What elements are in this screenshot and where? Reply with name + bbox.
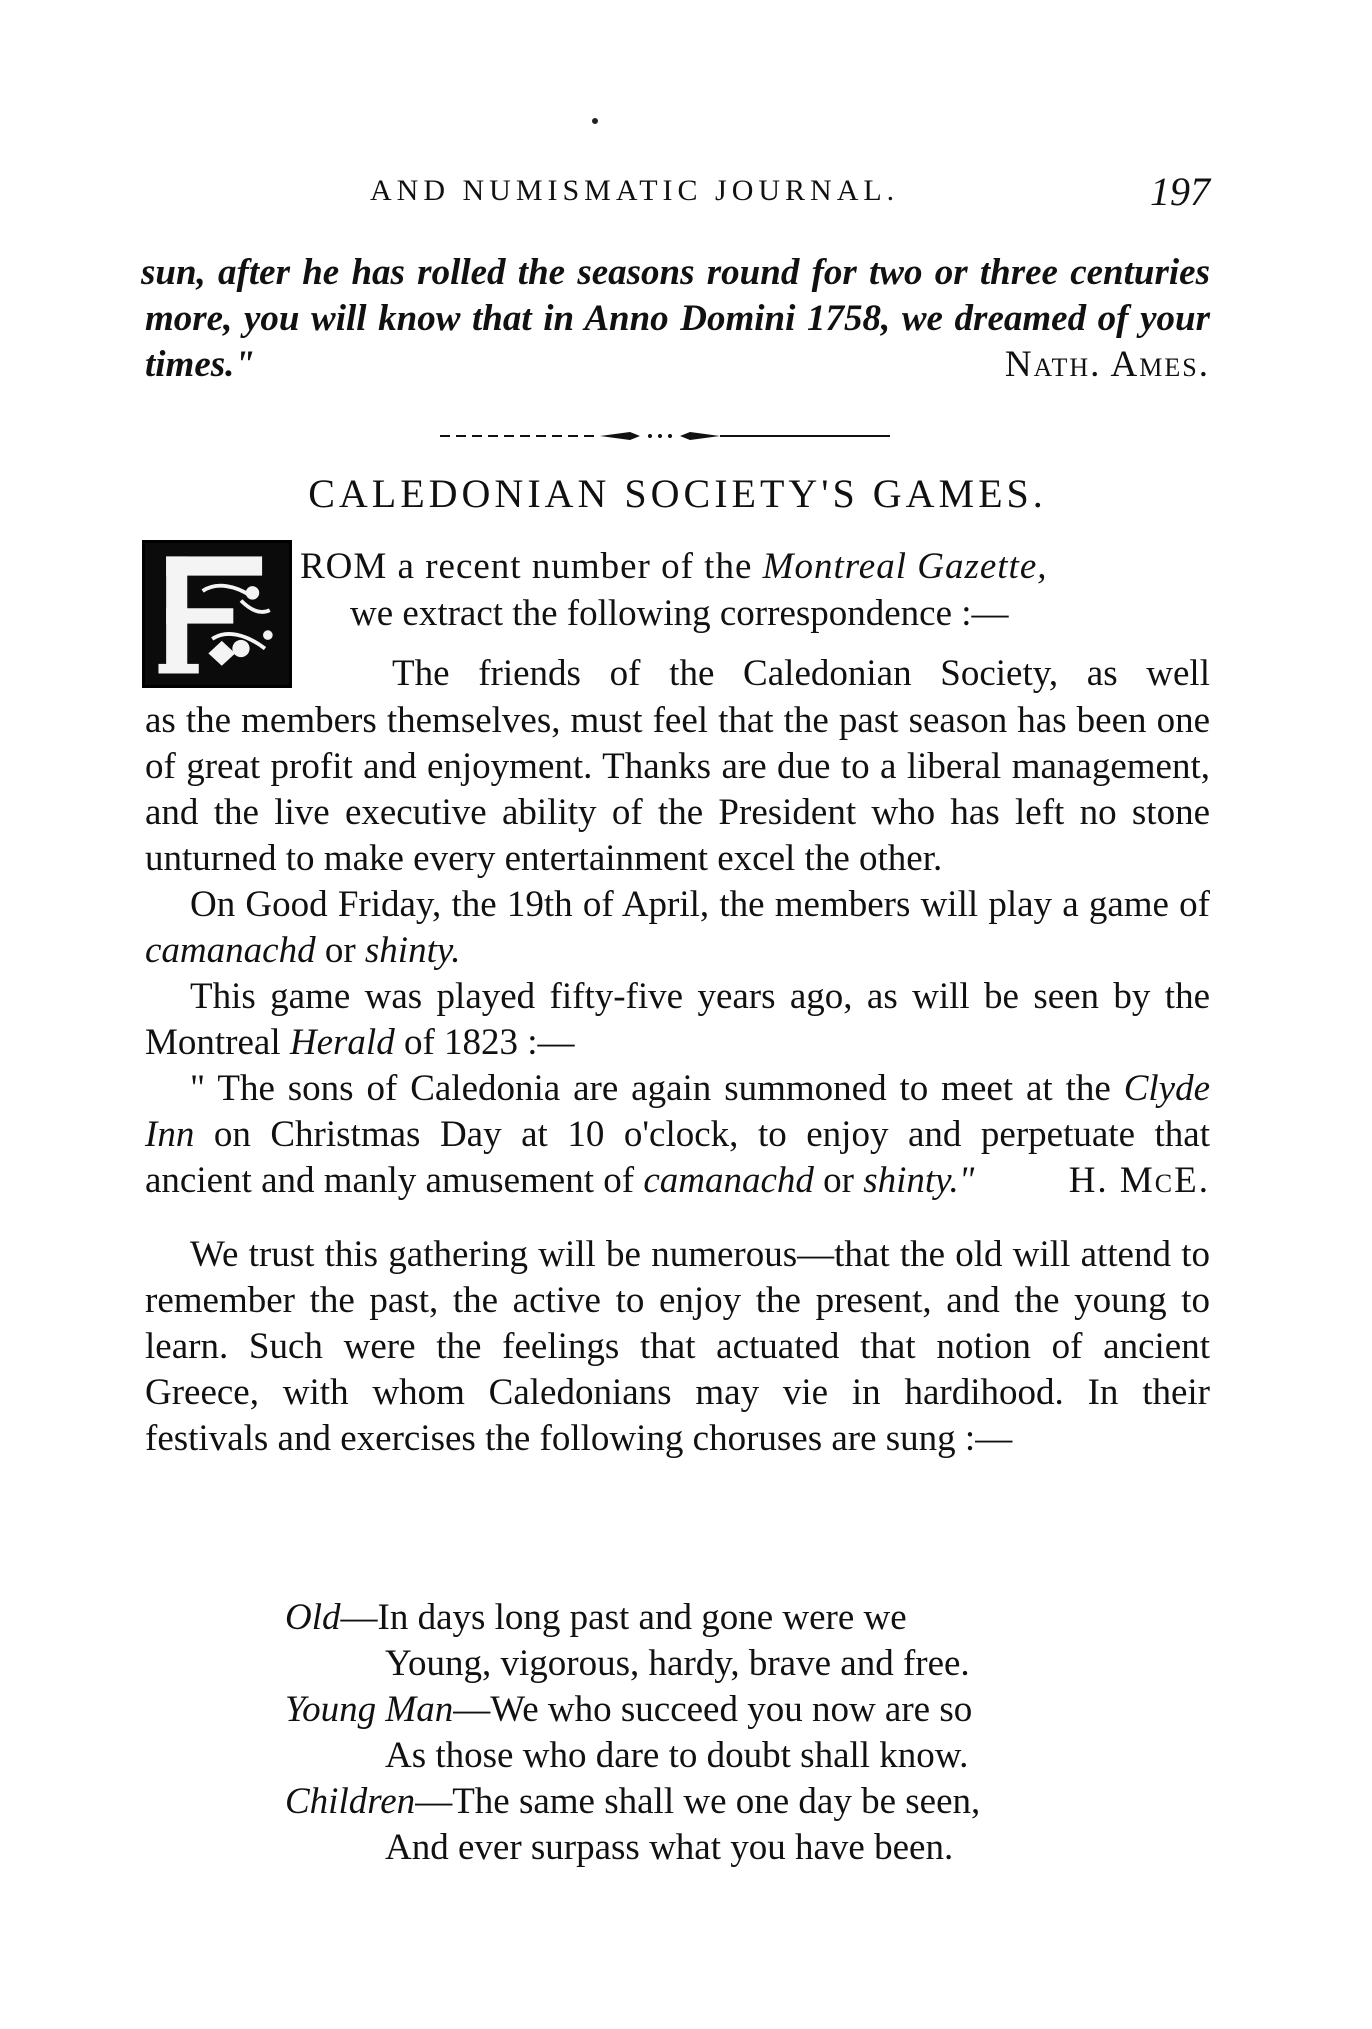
- page-number: 197: [1150, 169, 1210, 214]
- paragraph-3-text-a: This game was played fifty-five years ago, as will be seen by the Montreal: [145, 976, 1210, 1063]
- quoted-notice-text-c: or: [823, 1160, 854, 1201]
- dropcap-f-icon: [145, 543, 289, 685]
- quoted-notice: [145, 1066, 1210, 1204]
- paragraph-4: [145, 1232, 1210, 1462]
- verse-line-old-1: [285, 1595, 907, 1641]
- article-body: [145, 698, 1210, 1462]
- quoted-notice-signature: H. McE.: [1068, 1160, 1210, 1201]
- verse-line-young-2: As those who dare to doubt shall know.: [385, 1735, 969, 1776]
- running-head: [150, 168, 1210, 216]
- intro-line-1-text: ROM a recent number of the: [300, 546, 753, 587]
- verse-speaker-old: Old: [285, 1597, 341, 1638]
- paragraph-4-text: We trust this gathering will be numerous—that the old will attend to remember the past, the active to enjoy the present, and the young to learn. Such were the feelings that actuated that notion of ancient Greece, with whom Caledonians may vie in hardihood. In their festivals and exercises the following choruses are sung :—: [145, 1234, 1210, 1459]
- verse-line-children-2: And ever surpass what you have been.: [385, 1827, 954, 1868]
- verse-line-young-1: [285, 1687, 972, 1733]
- paragraph-3-text-b: of 1823 :—: [403, 1022, 575, 1063]
- opening-quote: [141, 250, 1210, 388]
- newspaper-name: Montreal Gazette,: [762, 546, 1048, 587]
- quoted-notice-text-b: on Christmas Day at 10 o'clock, to enjoy and perpetuate that ancient and manly amusement of: [145, 1114, 1211, 1201]
- verse-speaker-young-man: Young Man: [285, 1689, 454, 1730]
- paragraph-1: [145, 698, 1210, 882]
- quoted-notice-italic-1: Clyde Inn: [145, 1068, 1211, 1155]
- para1-first-line: The friends of the Caledonian Society, as well: [392, 653, 1210, 694]
- intro-line-1: [300, 543, 1210, 591]
- quoted-notice-italic-3: shinty.": [863, 1160, 975, 1201]
- paragraph-3-italic: Herald: [289, 1022, 395, 1063]
- quoted-notice-italic-2: camanachd: [643, 1160, 814, 1201]
- quoted-notice-text-a: " The sons of Caledonia are again summoned to meet at the: [190, 1068, 1111, 1109]
- ornamental-rule: [440, 430, 890, 442]
- verse-line-old-2: Young, vigorous, hardy, brave and free.: [385, 1643, 970, 1684]
- verse-line-children-1-text: —The same shall we one day be seen,: [415, 1781, 981, 1822]
- intro-line-2: we extract the following correspondence :—: [350, 593, 1009, 634]
- printer-mark: [592, 118, 598, 124]
- paragraph-3: [145, 974, 1210, 1066]
- opening-quote-text: sun, after he has rolled the seasons round for two or three centuries more, you will know that in Anno Domini 1758, we dreamed of your times.": [141, 252, 1210, 385]
- dropcap-f-ornament: [142, 540, 292, 688]
- article-title: CALEDONIAN SOCIETY'S GAMES.: [308, 471, 1047, 516]
- paragraph-2-italic-1: camanachd: [145, 930, 316, 971]
- paragraph-1-text: as the members themselves, must feel that the past season has been one of great profit and enjoyment. Thanks are due to a liberal management, and the live executive ability of the President who has left no stone unturned to make every entertainment excel the other.: [145, 700, 1210, 879]
- running-title: AND NUMISMATIC JOURNAL.: [370, 174, 900, 207]
- verse-line-old-1-text: —In days long past and gone were we: [340, 1597, 907, 1638]
- verse-line-young-1-text: —We who succeed you now are so: [453, 1689, 973, 1730]
- paragraph-2-text-b: or: [324, 930, 356, 971]
- paragraph-2-italic-2: shinty.: [364, 930, 461, 971]
- paragraph-2-text-a: On Good Friday, the 19th of April, the members will play a game of: [190, 884, 1210, 925]
- paragraph-2: [145, 882, 1210, 974]
- opening-quote-signature: Nath. Ames.: [1004, 344, 1210, 385]
- verse-line-children-1: [285, 1779, 980, 1825]
- verse-speaker-children: Children: [285, 1781, 416, 1822]
